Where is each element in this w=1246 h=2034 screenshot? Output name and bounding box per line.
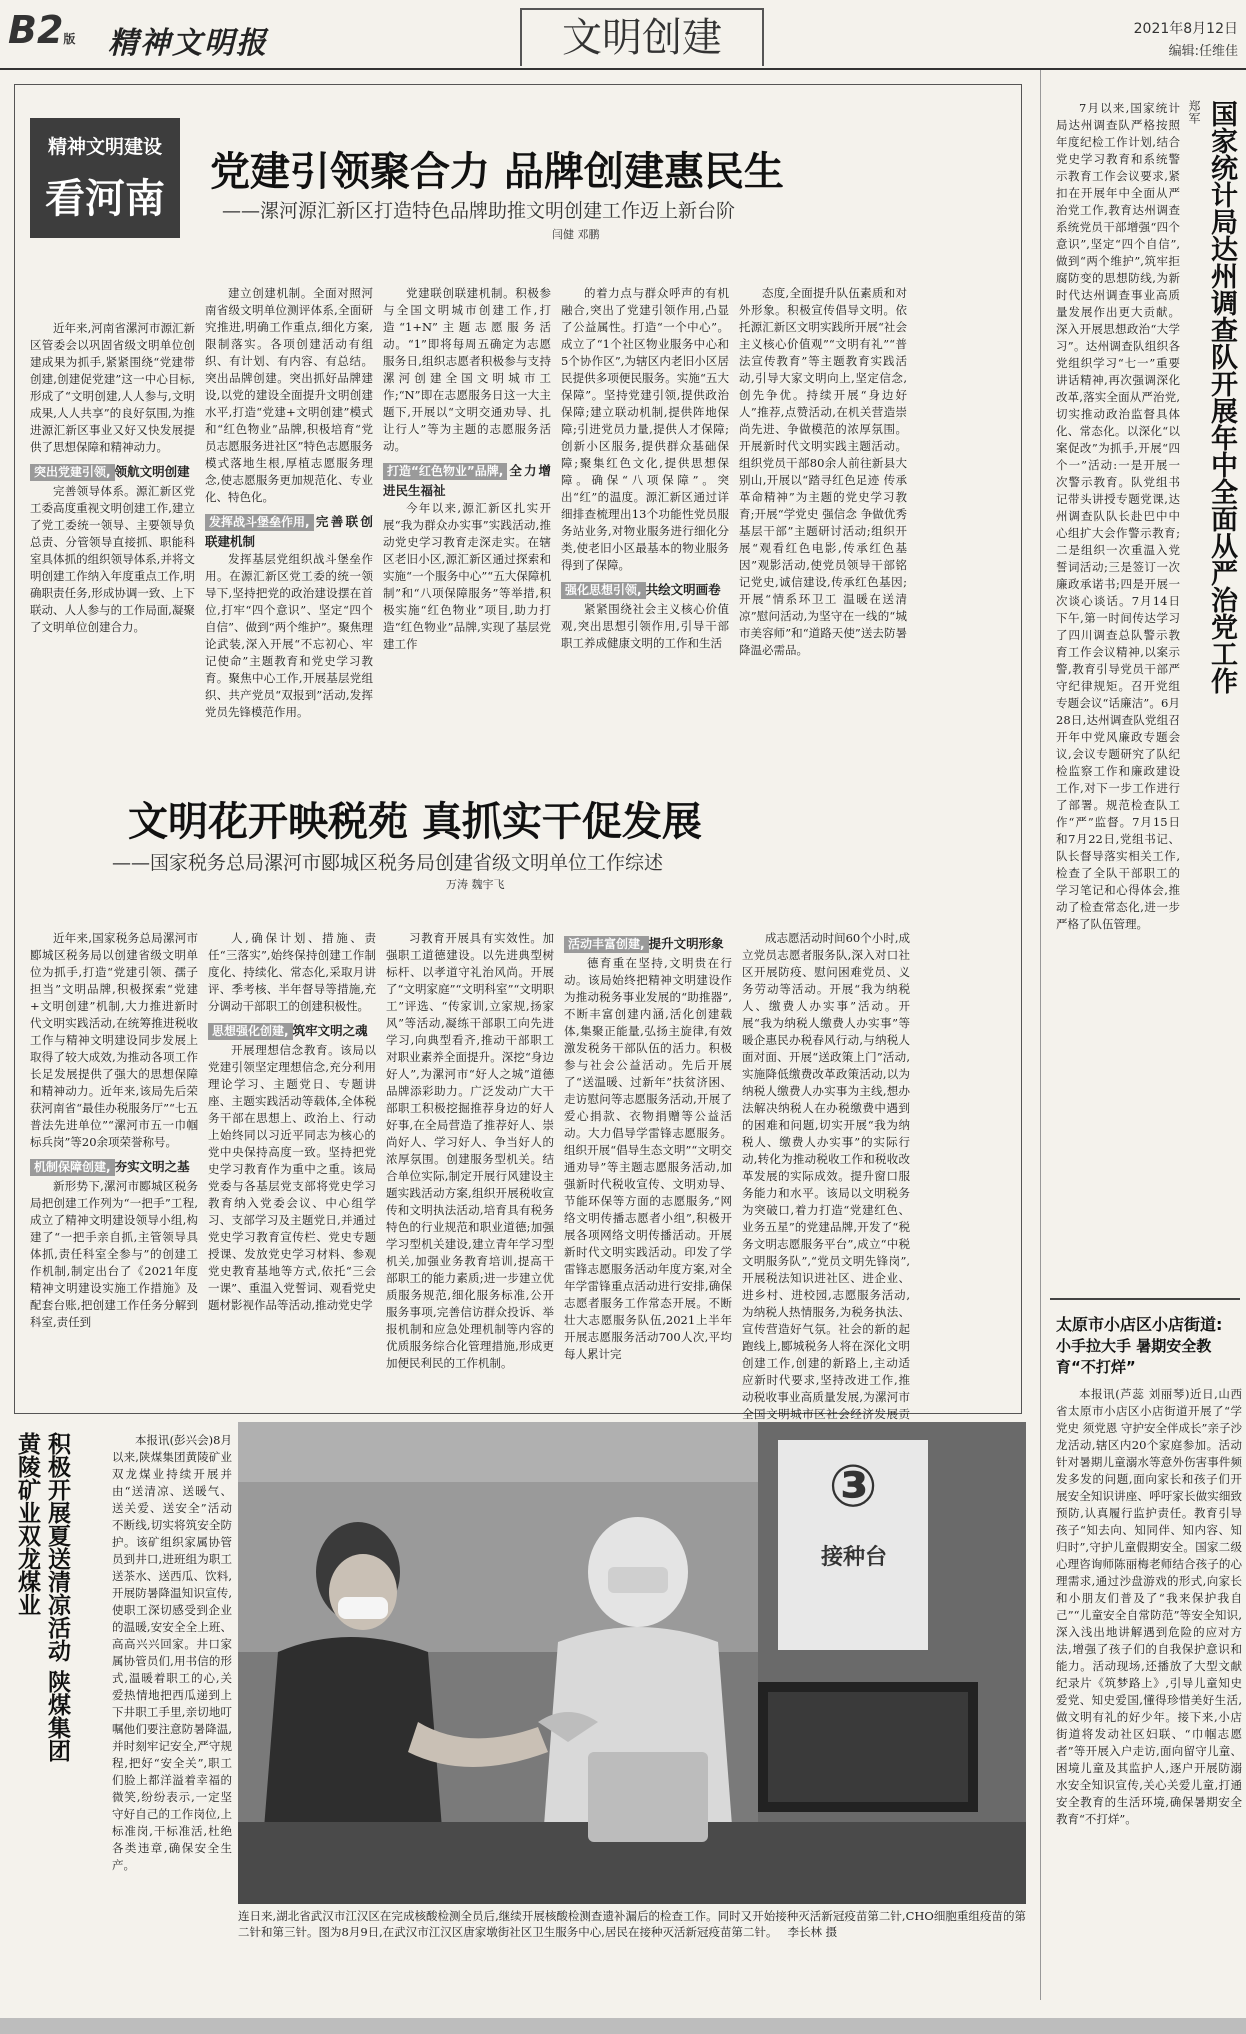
paragraph: 紧紧围绕社会主义核心价值观,突出思想引领作用,引导干部职工养成健康文明的工作和生活: [561, 602, 729, 650]
article2-byline: 万涛 魏宇飞: [446, 878, 505, 891]
paragraph: 人,确保计划、措施、责任“三落实”,始终保持创建工作制度化、持续化、常态化,采取月讲评、季考核、半年督导等措施,充分调动干部职工的创建积极性。: [208, 931, 376, 1013]
paragraph: 本报讯(彭兴会)8月以来,陕煤集团黄陵矿业双龙煤业持续开展并由“送清凉、送暖气、送关爱、送安全”活动不断线,切实将筑安全防护。该矿组织家属协管员到井口,进班组为职工送茶水、送西瓜、饮料,开展防暑降温知识宣传,使职工深切感受到企业的温暖,安安全全上班、高高兴兴回家。井口家属协管员们,用书信的形式,温暖着职工的心,关爱热情地把西瓜递到上下井职工手里,亲切地叮嘱他们要注意防暑降温,并时刻牢记安全,严守规程,把好“安全关”,职工们脸上都洋溢着幸福的微笑,纷纷表示,一定坚守好自己的工作岗位,上标准岗,干标准活,杜绝各类违章,确保安全生产。: [112, 1433, 232, 1872]
series-tag-line2: 看河南: [45, 176, 165, 222]
series-tag: [30, 118, 180, 238]
caption-text: 连日来,湖北省武汉市江汉区在完成核酸检测全员后,继续开展核酸检测查遗补漏后的检查工作。同时又开始接种灭活新冠疫苗第二针,CHO细胞重组疫苗的第二针和第三针。图为8月9日,在武汉市江汉区唐家墩街社区卫生服务中心,居民在接种灭活新冠疫苗第二针。: [238, 1909, 1026, 1939]
article1-col5: [739, 285, 907, 700]
article1-byline: 闫健 邓鹏: [552, 228, 600, 241]
paragraph: 习教育开展具有实效性。加强职工道德建设。以先进典型树标杆、以孝道守礼治风尚。开展了“文明家庭”“文明科室”“文明职工”评选、“传家训,立家规,扬家风”等活动,凝练干部职工向先进学习,向典型看齐,推动干部职工对职业素养全面提升。深挖“身边好人”,为漯河市“好人之城”道德品牌添彩助力。广泛发动广大干部职工积极挖掘推荐身边的好人好事,在全局营造了推荐好人、崇尚好人、学习好人、争当好人的浓厚氛围。创建服务型机关。结合单位实际,制定开展行风建设主题实践活动方案,组织开展税收宣传和文明执法活动,培育具有税务特色的行业规范和职业道德;加强学习型机关建设,建立青年学习型机关,加强业务教育培训,提高干部职工的能力素质;进一步建立优质服务规范,细化服务标准,公开服务事项,完善信访群众投诉、举报机制和应急处理机制等内容的优质服务综合化管理措施,形成更加便民利民的工作机制。: [386, 931, 554, 1370]
editor: 编辑:任维佳: [1168, 44, 1238, 59]
article1-col2: [205, 285, 373, 719]
article2-title: 文明花开映税苑 真抓实干促发展: [128, 799, 702, 845]
subhead: 思想强化创建, 筑牢文明之魂: [208, 1017, 376, 1042]
paragraph: 的着力点与群众呼声的有机融合,突出了党建引领作用,凸显了公益属性。打造“一个中心”。成立了“1个社区物业服务中心和5个协作区”,为辖区内老旧小区居民提供多项便民服务。实施“五大保障”。坚持党建引领,提供政治保障;建立联动机制,提供阵地保障;引进党员力量,提供人才保障;创新小区服务,提供群众基础保障;聚集红色文化,提供思想保障。确保“八项保障”。突出“红”的温度。源汇新区通过详细排查梳理出13个功能性党员服务站业务,对物业服务进行细化分类,使老旧小区最基本的物业服务得到了保障。: [561, 286, 729, 572]
paragraph: 态度,全面提升队伍素质和对外形象。积极宣传倡导文明。依托源汇新区文明实践所开展“社会主义核心价值观”“文明有礼”“普法宣传教育”等主题教育实践活动,引导大家文明向上,坚定信念,创先争优。持续开展“身边好人”推荐,点赞活动,在机关营造崇尚先进、争做模范的浓厚氛围。开展新时代文明实践主题活动。组织党员干部80余人前往新县大别山,开展以“踏寻红色足迹 传承革命精神”为主题的党史学习教育;开展“学党史 强信念 争做优秀基层干部”主题研讨活动;组织开展“观看红色电影,传承红色基因”观影活动,使党员领导干部铭记党史,诚信建设,传承红色基因;开展“情系环卫工 温暖在送清凉”慰问活动,为坚守在一线的“城市美容师”和“道路天使”送去防暑降温必需品。: [739, 286, 907, 657]
sidebar-rule: [1050, 1298, 1240, 1300]
sidebar-item2-subtitle: 小手拉大手 暑期安全教育“不打烊”: [1056, 1337, 1212, 1376]
article1-subtitle: ——漯河源汇新区打造特色品牌助推文明创建工作迈上新台阶: [222, 200, 736, 222]
date: 2021年8月12日: [1133, 21, 1238, 37]
article3-title: 积极开展夏送清凉活动 陕煤集团黄陵矿业双龙煤业: [14, 1432, 70, 1763]
subhead: 强化思想引领, 共绘文明画卷: [561, 576, 729, 601]
subhead: 打造“红色物业”品牌, 全力增进民生福祉: [383, 463, 551, 498]
paragraph: 发挥基层党组织战斗堡垒作用。在源汇新区党工委的统一领导下,坚持把党的政治建设摆在首位,打牢“四个意识”、坚定“四个自信”、做到“两个维护”。聚焦理论武装,深入开展“不忘初心、牢记使命”主题教育和党史学习教育。聚焦中心工作,开展基层党组织、共产党员“双报到”活动,发挥党员先锋模范作用。: [205, 552, 373, 719]
paragraph: 本报讯(芦蕊 刘丽琴)近日,山西省太原市小店区小店街道开展了“学党史 须党恩 守护安全伴成长”亲子沙龙活动,辖区内20个家庭参加。活动针对暑期儿童溺水等意外伤害事件频发多发的问题,面向家长和孩子们开展安全知识讲座、呼吁家长做实细致预防,认真履行监护责任。教育引导孩子“知去向、知同伴、知内容、知归时”,守护儿童假期安全。国家二级心理咨询师陈丽梅老师结合孩子的心理需求,通过沙盘游戏的形式,向家长和小朋友们普及了“我来保护我自己”“儿童安全自常防范”等安全知识,深入浅出地讲解遇到危险的应对方法,增强了孩子们的自我保护意识和能力。活动现场,还播放了大型文献纪录片《筑梦路上》,引导儿童知史爱党、知史爱国,懂得珍惜美好生活,做文明有礼的好少年。接下来,小店街道将发动社区妇联、“巾帼志愿者”等开展入户走访,面向留守儿童、困境儿童及其监护人,逐户开展防溺水安全知识宣传,关心关爱儿童,打通安全教育的生活环境,确保暑期安全教育“不打烊”。: [1056, 1387, 1242, 1826]
subhead: 活动丰富创建, 提升文明形象: [564, 930, 732, 955]
photo-caption: [238, 1908, 1026, 1940]
article2-col3: [386, 930, 554, 1400]
masthead: [0, 0, 1246, 70]
photo-credit: 李长林 摄: [787, 1925, 838, 1939]
sidebar-title: 国家统计局达州调查队开展年中全面从严治党工作: [1206, 100, 1237, 694]
article1-col4: [561, 285, 729, 700]
article1-col3: [383, 285, 551, 700]
paragraph: 党建联创联建机制。积极参与全国文明城市创建工作,打造“1+N”主题志愿服务活动。“1”即将每周五确定为志愿服务日,组织志愿者积极参与支持漯河创建全国文明城市工作;“N”即在志愿服务日这一大主题下,开展以“文明交通劝导、扎让行人”等为主题的志愿服务活动。: [383, 286, 551, 453]
paragraph: 新形势下,漯河市郾城区税务局把创建工作列为“一把手”工程,成立了精神文明建设领导小组,构建了“一把手亲自抓,主管领导具体抓,责任科室全参与”的创建工作机制,制定出台了《2021年度精神文明建设实施工作措施》及配套台账,把创建工作任务分解到科室,责任到: [30, 1179, 198, 1329]
paragraph: 建立创建机制。全面对照河南省级文明单位测评体系,全面研究推进,明确工作重点,细化方案,限制落实。各项创建活动有组织、有计划、有内容、有总结。突出品牌创建。突出抓好品牌建设,以党的建设全面提升文明创建水平,打造“党建+文明创建”模式和“红色物业”品牌,积极培育“党员志愿服务进社区”特色志愿服务模式落地生根,厚植志愿服务理念,使志愿服务更加规范化、专业化、特色化。: [205, 286, 373, 504]
sidebar-item2-title: 太原市小店区小店街道:: [1056, 1315, 1223, 1334]
paragraph: 今年以来,源汇新区扎实开展“我为群众办实事”实践活动,推动党史学习教育走深走实。在辖区老旧小区,源汇新区通过探索和实施“一个服务中心”“五大保障机制”和“八项保障服务”等举措,积极实施“红色物业”项目,助力打造“红色物业”品牌,实现了基层党建工作: [383, 501, 551, 651]
article2-col4: [564, 930, 732, 1400]
paragraph: 近年来,河南省漯河市源汇新区管委会以巩固省级文明单位创建成果为抓手,紧紧围绕“党建带创建,创建促党建”这一中心目标,形成了“文明创建,人人参与,文明成果,人人共享”的良好氛围,为推进源汇新区事业又好又快发展提供了思想保障和精神动力。: [30, 321, 195, 454]
sidebar-top-body: [1056, 100, 1180, 1350]
article2-col1: [30, 930, 198, 1400]
vaccination-scene: [238, 1422, 1026, 1904]
sidebar-item2-body: [1056, 1386, 1242, 1996]
sidebar-divider: [1040, 70, 1041, 2000]
bottom-bar: [0, 2018, 1246, 2034]
article1-title: 党建引领聚合力 品牌创建惠民生: [210, 149, 784, 195]
section-title: 文明创建: [520, 8, 764, 66]
article2-col2: [208, 930, 376, 1400]
paragraph: 近年来,国家税务总局漯河市郾城区税务局以创建省级文明单位为抓手,打造“党建引领、孺子担当”文明品牌,积极探索“党建+文明创建”机制,大力推进新时代文明实践活动,在统筹推进税收工作与精神文明建设同步发展上取得了较大成效,为推动各项工作长足发展提供了强大的思想保障和精神动力。近年来,该局先后荣获河南省“最佳办税服务厅”“七五普法先进单位”“漯河市五一巾帼标兵岗”等20余项荣誉称号。: [30, 931, 198, 1149]
series-tag-line1: 精神文明建设: [47, 136, 162, 158]
paper-name-logo: 精神文明报: [108, 26, 268, 61]
subhead: 突出党建引领, 领航文明创建: [30, 458, 195, 483]
paragraph: 成志愿活动时间60个小时,成立党员志愿者服务队,深入对口社区开展防疫、慰问困难党员、义务劳动等活动。开展“我为纳税人、缴费人办实事”活动。开展“我为纳税人缴费人办实事”等暖企惠民办税春风行动,与纳税人面对面、开展“送政策上门”活动,实施降低缴费改革政策活动,以为纳税人缴费人办实事为主线,想办法解决纳税人在办税缴费中遇到的困难和问题,切实开展“我为纳税人、缴费人办实事”的实际行动,转化为推动税收工作和税收改革发展的实际成效。提升窗口服务能力和水平。该局以文明税务为突破口,着力打造“党建红色、业务五星”的党建品牌,开发了“税务文明志愿服务平台”,成立“中税文明服务队”,“党员文明先锋岗”,开展税法知识进社区、进企业、进乡村、进校园,志愿服务活动,为纳税人热情服务,为税务执法、宣传营造好气氛。社会的新的起跑线上,郾城税务人将在深化文明创建工作,创建的新路上,主动适应新时代要求,坚持改进工作,推动税收事业高质量发展,为漯河市全国文明城市区社会经济发展贡: [742, 931, 910, 1421]
news-photo: [238, 1422, 1026, 1904]
page-number: B2版: [8, 8, 76, 52]
sign-number: ③: [828, 1452, 878, 1520]
article2-subtitle: ——国家税务总局漯河市郾城区税务局创建省级文明单位工作综述: [112, 852, 664, 874]
article1-col1: [30, 320, 195, 700]
paragraph: 完善领导体系。源汇新区党工委高度重视文明创建工作,建立了党工委统一领导、主要领导负总责、分管领导直接抓、职能科室具体抓的组织领导体系,并将文明创建工作纳入年度重点工作,明确职责任务,形成协调一致、上下联动、人人参与的工作局面,凝聚了文明单位创建合力。: [30, 484, 195, 634]
subhead: 机制保障创建, 夯实文明之基: [30, 1153, 198, 1178]
subhead: 发挥战斗堡垒作用, 完善联创联建机制: [205, 514, 373, 549]
sidebar-byline: 郑军: [1187, 100, 1201, 124]
paragraph: 德育重在坚持,文明贵在行动。该局始终把精神文明建设作为推动税务事业发展的“助推器”,不断丰富创建内涵,活化创建载体,集聚正能量,弘扬主旋律,有效激发税务干部队伍的活力。积极参与社会公益活动。先后开展了“送温暖、过新年”扶贫济困、走访慰问等志愿服务活动,开展了爱心捐款、衣物捐赠等公益活动。大力倡导学雷锋志愿服务。组织开展“倡导生态文明”“文明交通劝导”等主题志愿服务活动,加强新时代税收宣传、文明劝导、节能环保等方面的志愿服务,“网络文明传播志愿者小组”,积极开展各项网络文明传播活动。开展新时代文明实践活动。印发了学雷锋志愿服务活动年度方案,对全年学雷锋重点活动进行安排,确保志愿者服务工作常态开展。不断壮大志愿服务队伍,2021上半年开展志愿服务活动700人次,平均每人累计完: [564, 956, 732, 1361]
paragraph: 开展理想信念教育。该局以党建引领坚定理想信念,充分利用理论学习、主题党日、专题讲座、主题实践活动等载体,全体税务干部在思想上、政治上、行动上始终同以习近平同志为核心的党中央保持高度一致。坚持把党史学习教育作为重中之重。该局党委与各基层党支部将党史学习教育纳入党委会议、中心组学习、支部学习及主题党日,并通过党史学习教育宣传栏、党史专题授课、发放党史学习材料、参观党史教育基地等方式,依托“三会一课”、重温入党誓词、观看党史题材影视作品等活动,推动党史学: [208, 1043, 376, 1312]
paragraph: 7月以来,国家统计局达州调查队严格按照年度纪检工作计划,结合党史学习教育和系统警示教育工作会议要求,紧扣在开展年中全面从严治党工作,教育达州调查系统党员干部增强“四个意识”,坚定“四个自信”,做到“两个维护”,筑牢拒腐防变的思想防线,为新时代达州调查事业高质量发展作出更大贡献。深入开展思想政治“大学习”。达州调查队组织各党组织学习“七一”重要讲话精神,再次强调深化改革,落实全面从严治党,切实推动政治监督具体化、常态化。以深化“以案促改”为抓手,开展“四个一”活动:一是开展一次警示教育。队党组书记带头讲授专题党课,达州调查队队长赴巴中中心组扩大会作警示教育;二是组织一次重温入党誓词活动;三是签订一次廉政承诺书;四是开展一次谈心谈话。7月14日下午,第一时间传达学习了四川调查总队警示教育工作会议精神,以案示警,教育引导党员干部严守纪律规矩。召开党组专题会议“话廉洁”。6月28日,达州调查队党组召开年中党风廉政专题会议,会议专题研究了队纪检监察工作和廉政建设工作,对下一步工作进行了部署。规范检查队工作“严”监督。7月15日和7月22日,党组书记、队长督导落实相关工作,检查了全队干部职工的学习笔记和心得体会,推动了检查常态化,进一步严格了队伍管理。: [1056, 101, 1180, 931]
article2-col5: [742, 930, 910, 1421]
sign-text: 接种台: [820, 1545, 887, 1570]
article3-body: [112, 1432, 232, 1872]
